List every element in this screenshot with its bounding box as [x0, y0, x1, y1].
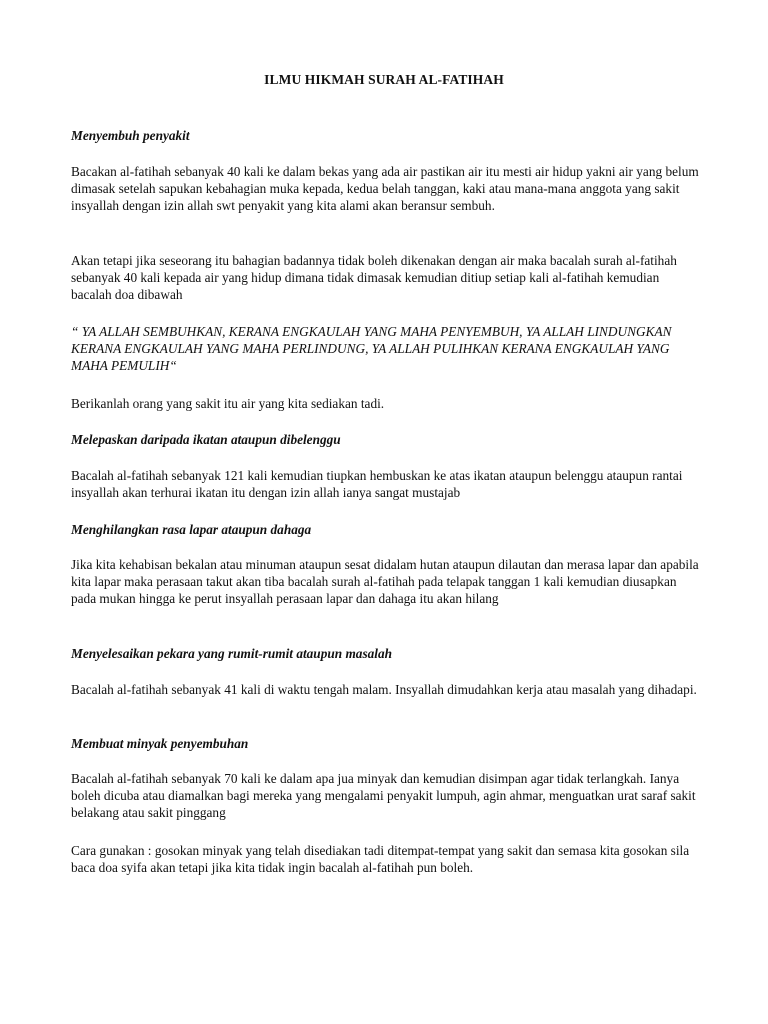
- section-heading: Menyelesaikan pekara yang rumit-rumit ataupun masalah: [71, 646, 393, 661]
- section-heading: Menyembuh penyakit: [71, 128, 190, 143]
- paragraph: Bacalah al-fatihah sebanyak 70 kali ke dalam apa jua minyak dan kemudian disimpan agar tidak terlangkah. Ianya boleh dicuba atau diamalkan bagi mereka yang mengalami penyakit lumpuh, agin ahmar, menguatkan urat saraf sakit belakang atau sakit pinggang: [71, 771, 696, 820]
- section-heading: Menghilangkan rasa lapar ataupun dahaga: [71, 522, 312, 537]
- section-heading: Melepaskan daripada ikatan ataupun dibelenggu: [71, 432, 341, 447]
- paragraph: Cara gunakan : gosokan minyak yang telah disediakan tadi ditempat-tempat yang sakit dan semasa kita gosokan sila baca doa syifa akan tetapi jika kita tidak ingin bacalah al-fatihah pun boleh.: [71, 843, 690, 875]
- doa-quote: “ YA ALLAH SEMBUHKAN, KERANA ENGKAULAH YANG MAHA PENYEMBUH, YA ALLAH LINDUNGKAN KERANA ENGKAULAH YANG MAHA PERLINDUNG, YA ALLAH PULIHKAN KERANA ENGKAULAH YANG MAHA PEMULIH“: [71, 324, 672, 373]
- paragraph: Bacakan al-fatihah sebanyak 40 kali ke dalam bekas yang ada air pastikan air itu mesti air hidup yakni air yang belum dimasak setelah sapukan kebahagian muka kepada, kedua belah tanggan, kaki atau mana-mana anggota yang sakit insyallah dengan izin allah swt penyakit yang kita alami akan beransur sembuh.: [71, 164, 699, 213]
- section-heading: Membuat minyak penyembuhan: [71, 736, 249, 751]
- paragraph: Bacalah al-fatihah sebanyak 121 kali kemudian tiupkan hembuskan ke atas ikatan ataupun belenggu ataupun rantai insyallah akan terhurai ikatan itu dengan izin allah ianya sangat mustajab: [71, 468, 683, 500]
- paragraph: Berikanlah orang yang sakit itu air yang kita sediakan tadi.: [71, 396, 385, 411]
- document-title: ILMU HIKMAH SURAH AL-FATIHAH: [264, 72, 504, 87]
- paragraph: Bacalah al-fatihah sebanyak 41 kali di waktu tengah malam. Insyallah dimudahkan kerja atau masalah yang dihadapi.: [71, 682, 697, 697]
- paragraph: Jika kita kehabisan bekalan atau minuman ataupun sesat didalam hutan ataupun dilautan dan merasa lapar dan apabila kita lapar maka perasaan takut akan tiba bacalah surah al-fatihah pada telapak tanggan 1 kali kemudian diusapkan pada mukan hingga ke perut insyallah perasaan lapar dan dahaga itu akan hilang: [71, 557, 699, 606]
- paragraph: Akan tetapi jika seseorang itu bahagian badannya tidak boleh dikenakan dengan air maka bacalah surah al-fatihah sebanyak 40 kali kepada air yang hidup dimana tidak dimasak kemudian ditiup setiap kali al-fatihah kemudian bacalah doa dibawah: [71, 253, 677, 302]
